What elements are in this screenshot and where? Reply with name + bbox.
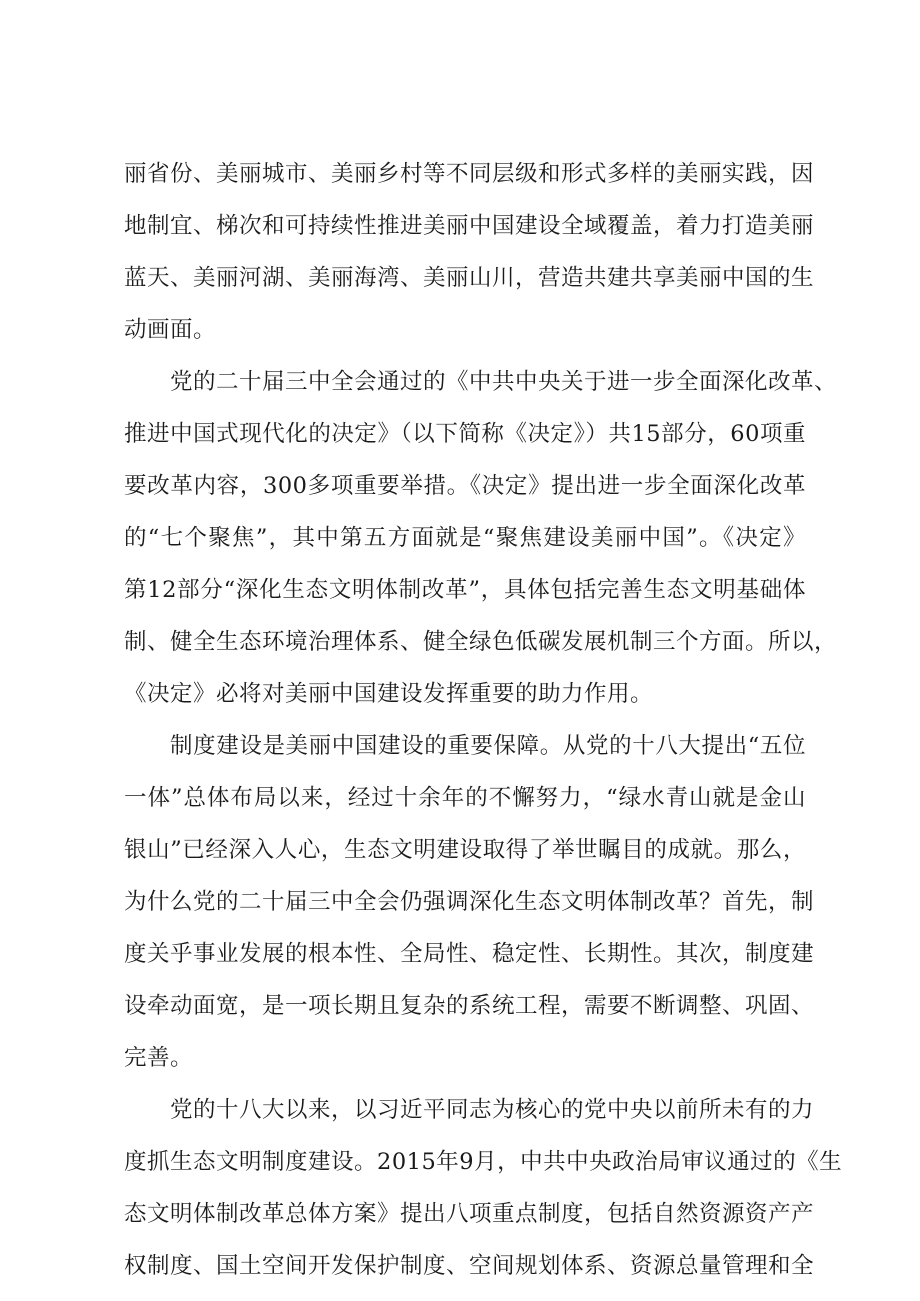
text-line: 推进中国式现代化的决定》（以下简称《决定》）共15部分，60项重	[124, 421, 806, 447]
text-line: 动画面。	[124, 317, 217, 343]
text-line: 党的十八大以来，以习近平同志为核心的党中央以前所未有的力	[170, 1097, 815, 1123]
text-line: 丽省份、美丽城市、美丽乡村等不同层级和形式多样的美丽实践，因	[124, 161, 815, 187]
text-line: 权制度、国土空间开发保护制度、空间规划体系、资源总量管理和全	[124, 1253, 815, 1279]
text-line: 设牵动面宽，是一项长期且复杂的系统工程，需要不断调整、巩固、	[124, 993, 815, 1019]
text-line: 制度建设是美丽中国建设的重要保障。从党的十八大提出“五位	[170, 733, 806, 759]
text-line: 为什么党的二十届三中全会仍强调深化生态文明体制改革？首先，制	[124, 889, 815, 915]
paragraph-3	[124, 720, 815, 1084]
text-line: 的“七个聚焦”，其中第五方面就是“聚焦建设美丽中国”。《决定》	[124, 525, 806, 551]
text-line: 蓝天、美丽河湖、美丽海湾、美丽山川，营造共建共享美丽中国的生	[124, 265, 815, 291]
paragraph-2	[124, 356, 838, 720]
body-text	[124, 148, 843, 1292]
text-line: 制、健全生态环境治理体系、健全绿色低碳发展机制三个方面。所以，	[124, 629, 838, 655]
paragraph-1	[124, 148, 815, 356]
text-line: 一体”总体布局以来，经过十余年的不懈努力，“绿水青山就是金山	[124, 785, 806, 811]
text-line: 地制宜、梯次和可持续性推进美丽中国建设全域覆盖，着力打造美丽	[124, 213, 815, 239]
text-line: 要改革内容，300多项重要举措。《决定》提出进一步全面深化改革	[124, 473, 806, 499]
text-line: 完善。	[124, 1045, 194, 1071]
text-line: 态文明体制改革总体方案》提出八项重点制度，包括自然资源资产产	[124, 1201, 815, 1227]
paragraph-4	[124, 1084, 843, 1292]
text-line: 度关乎事业发展的根本性、全局性、稳定性、长期性。其次，制度建	[124, 941, 815, 967]
text-line: 党的二十届三中全会通过的《中共中央关于进一步全面深化改革、	[170, 369, 838, 395]
text-line: 《决定》必将对美丽中国建设发挥重要的助力作用。	[124, 681, 654, 707]
text-line: 银山”已经深入人心，生态文明建设取得了举世瞩目的成就。那么，	[124, 837, 806, 863]
text-line: 度抓生态文明制度建设。2015年9月，中共中央政治局审议通过的《生	[124, 1149, 843, 1175]
text-line: 第12部分“深化生态文明体制改革”，具体包括完善生态文明基础体	[124, 577, 806, 603]
